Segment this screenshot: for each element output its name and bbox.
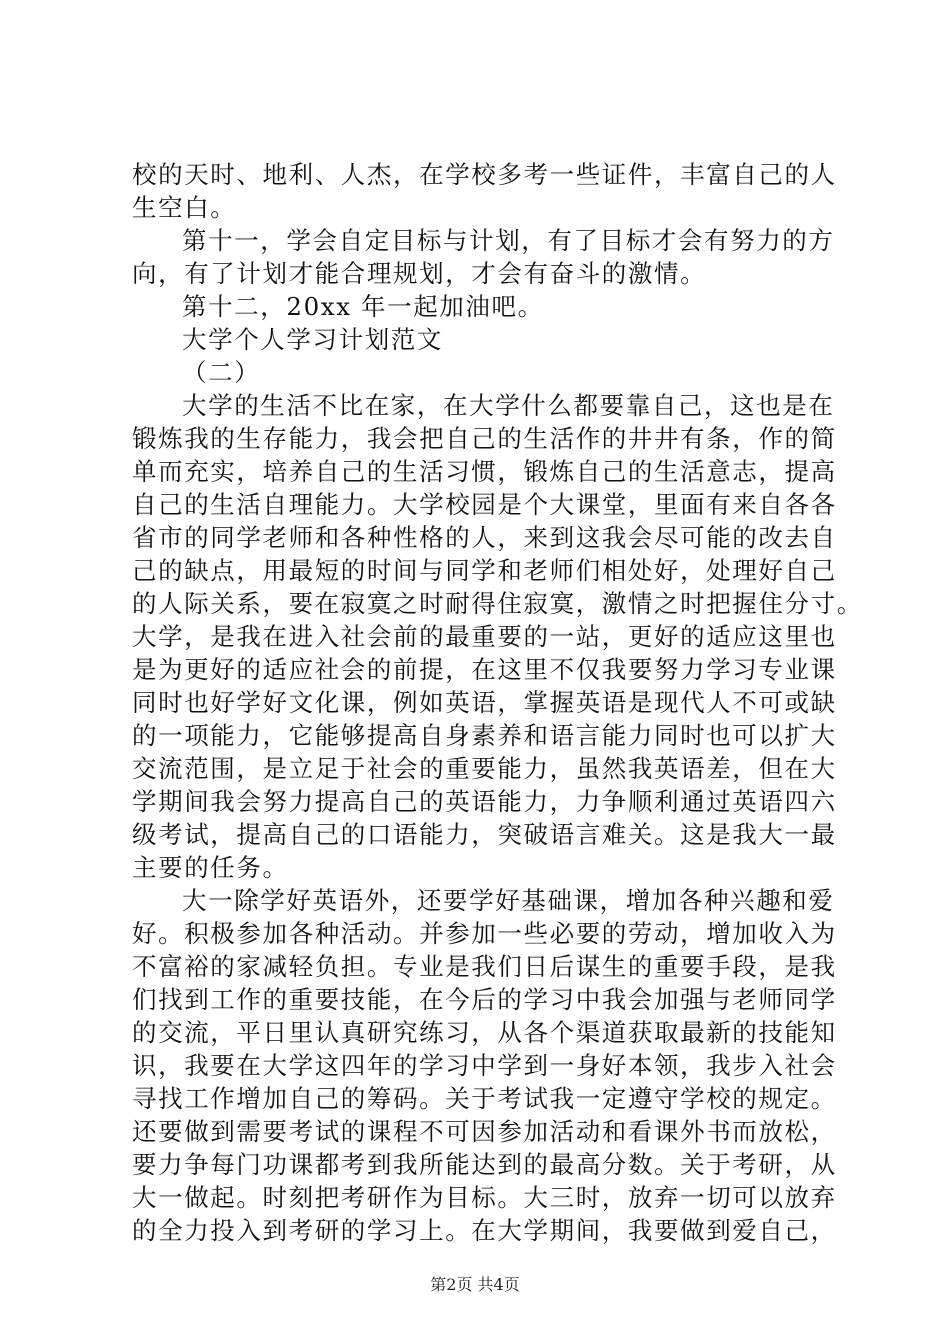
text-line: 大学的生活不比在家，在大学什么都要靠自己，这也是在 <box>182 391 835 420</box>
text-line: 好。积极参加各种活动。并参加一些必要的劳动，增加收入为 <box>132 919 837 948</box>
text-line: 同时也好学好文化课，例如英语，掌握英语是现代人不可或缺 <box>132 688 837 717</box>
text-line: 生空白。 <box>132 193 237 222</box>
text-line: 省市的同学老师和各种性格的人，来到这我会尽可能的改去自 <box>132 523 837 552</box>
text-line: 寻找工作增加自己的筹码。关于考试我一定遵守学校的规定。 <box>132 1084 837 1113</box>
text-line: 级考试，提高自己的口语能力，突破语言难关。这是我大一最 <box>132 820 837 849</box>
text-line: 锻炼我的生存能力，我会把自己的生活作的井井有条，作的简 <box>132 424 837 453</box>
text-line: 主要的任务。 <box>132 853 289 882</box>
text-line: 的人际关系，要在寂寞之时耐得住寂寞，激情之时把握住分寸。 <box>132 589 863 618</box>
text-line: 校的天时、地利、人杰，在学校多考一些证件，丰富自己的人 <box>132 160 837 189</box>
text-line: 要力争每门功课都考到我所能达到的最高分数。关于考研，从 <box>132 1150 837 1179</box>
text-line: 自己的生活自理能力。大学校园是个大课堂，里面有来自各各 <box>132 490 837 519</box>
text-line: 不富裕的家减轻负担。专业是我们日后谋生的重要手段，是我 <box>132 952 837 981</box>
text-line: 识，我要在大学这四年的学习中学到一身好本领，我步入社会 <box>132 1051 837 1080</box>
text-line: 的全力投入到考研的学习上。在大学期间，我要做到爱自己， <box>132 1216 837 1245</box>
text-line: 大一做起。时刻把考研作为目标。大三时，放弃一切可以放弃 <box>132 1183 837 1212</box>
text-line: 是为更好的适应社会的前提，在这里不仅我要努力学习专业课 <box>132 655 837 684</box>
text-line: 大学个人学习计划范文 <box>182 325 443 354</box>
page-footer: 第2页 共4页 <box>430 1275 520 1294</box>
text-line: 大学，是我在进入社会前的最重要的一站，更好的适应这里也 <box>132 622 837 651</box>
text-line: 第十一，学会自定目标与计划，有了目标才会有努力的方 <box>182 226 835 255</box>
body-text <box>132 158 863 1247</box>
text-line: 交流范围，是立足于社会的重要能力，虽然我英语差，但在大 <box>132 754 837 783</box>
text-line: 大一除学好英语外，还要学好基础课，增加各种兴趣和爱 <box>182 886 835 915</box>
text-line: 们找到工作的重要技能，在今后的学习中我会加强与老师同学 <box>132 985 837 1014</box>
text-line: 学期间我会努力提高自己的英语能力，力争顺利通过英语四六 <box>132 787 837 816</box>
text-line: 的交流，平日里认真研究练习，从各个渠道获取最新的技能知 <box>132 1018 837 1047</box>
text-line: 单而充实，培养自己的生活习惯，锻炼自己的生活意志，提高 <box>132 457 837 486</box>
text-line: （二） <box>182 358 261 387</box>
text-line: 向，有了计划才能合理规划，才会有奋斗的激情。 <box>132 259 707 288</box>
text-line: 还要做到需要考试的课程不可因参加活动和看课外书而放松， <box>132 1117 837 1146</box>
text-line: 己的缺点，用最短的时间与同学和老师们相处好，处理好自己 <box>132 556 837 585</box>
text-line: 第十二，20xx 年一起加油吧。 <box>182 292 544 321</box>
text-line: 的一项能力，它能够提高自身素养和语言能力同时也可以扩大 <box>132 721 837 750</box>
